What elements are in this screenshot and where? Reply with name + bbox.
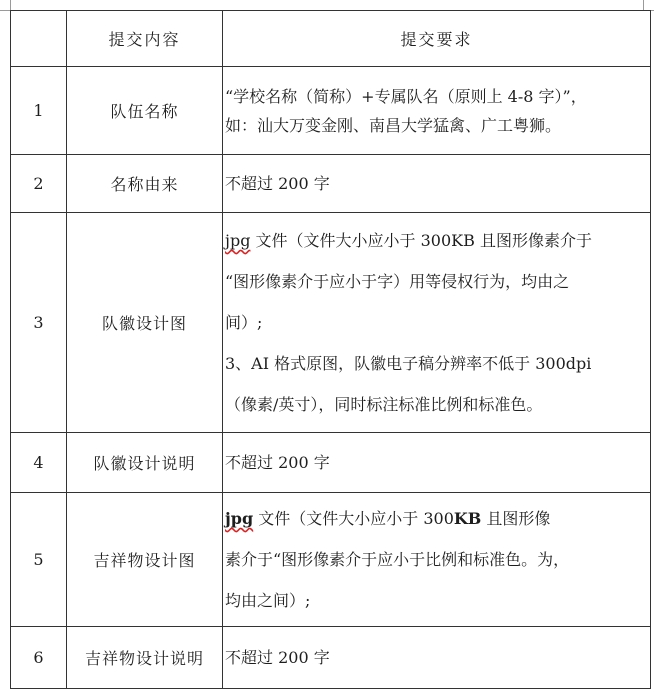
row-number: 1: [11, 67, 67, 155]
requirement-line: （像素/英寸），同时标注标准比例和标准色。: [225, 395, 543, 414]
header-num: [11, 11, 67, 67]
row-requirement: [223, 213, 651, 433]
row-requirement: [223, 155, 651, 213]
row-content: 吉祥物设计图: [67, 493, 223, 627]
header-requirement: 提交要求: [223, 11, 651, 67]
row-number: 5: [11, 493, 67, 627]
header-content: 提交内容: [67, 11, 223, 67]
header-row: [11, 11, 651, 67]
requirement-line: 不超过 200 字: [225, 647, 330, 667]
spellcheck-word: jpg: [225, 231, 251, 250]
table-row: [11, 67, 651, 155]
requirement-line: jpg 文件（文件大小应小于 300KB 且图形像素介于: [225, 231, 592, 250]
table-row: [11, 627, 651, 689]
row-number: 3: [11, 213, 67, 433]
requirement-line: 如：汕大万变金刚、南昌大学猛禽、广工粤狮。: [225, 115, 562, 135]
row-number: 2: [11, 155, 67, 213]
requirement-line: “图形像素介于应小于字）用等侵权行为，均由之: [225, 272, 570, 291]
row-content: 队徽设计图: [67, 213, 223, 433]
row-content: 吉祥物设计说明: [67, 627, 223, 689]
row-requirement: [223, 67, 651, 155]
requirement-line: “学校名称（简称）+专属队名（原则上 4-8 字）”，: [225, 86, 587, 106]
row-content: 队伍名称: [67, 67, 223, 155]
row-requirement: [223, 433, 651, 493]
requirement-line: 不超过 200 字: [225, 452, 330, 472]
spellcheck-word: jpg: [225, 509, 254, 528]
requirement-line: 不超过 200 字: [225, 173, 330, 193]
table-row: [11, 493, 651, 627]
submission-table: [10, 10, 651, 689]
requirement-line: 均由之间）;: [225, 591, 311, 610]
requirement-line: 素介于“图形像素介于应小于比例和标准色。为，: [225, 550, 570, 569]
row-requirement: [223, 493, 651, 627]
row-content: 名称由来: [67, 155, 223, 213]
table-row: [11, 155, 651, 213]
requirement-line: 间）;: [225, 313, 263, 332]
requirement-line: jpg 文件（文件大小应小于 300KB 且图形像: [225, 509, 551, 528]
requirement-line: 3、AI 格式原图，队徽电子稿分辨率不低于 300dpi: [225, 354, 592, 373]
row-number: 4: [11, 433, 67, 493]
table-row: [11, 213, 651, 433]
table-row: [11, 433, 651, 493]
row-content: 队徽设计说明: [67, 433, 223, 493]
row-number: 6: [11, 627, 67, 689]
row-requirement: [223, 627, 651, 689]
